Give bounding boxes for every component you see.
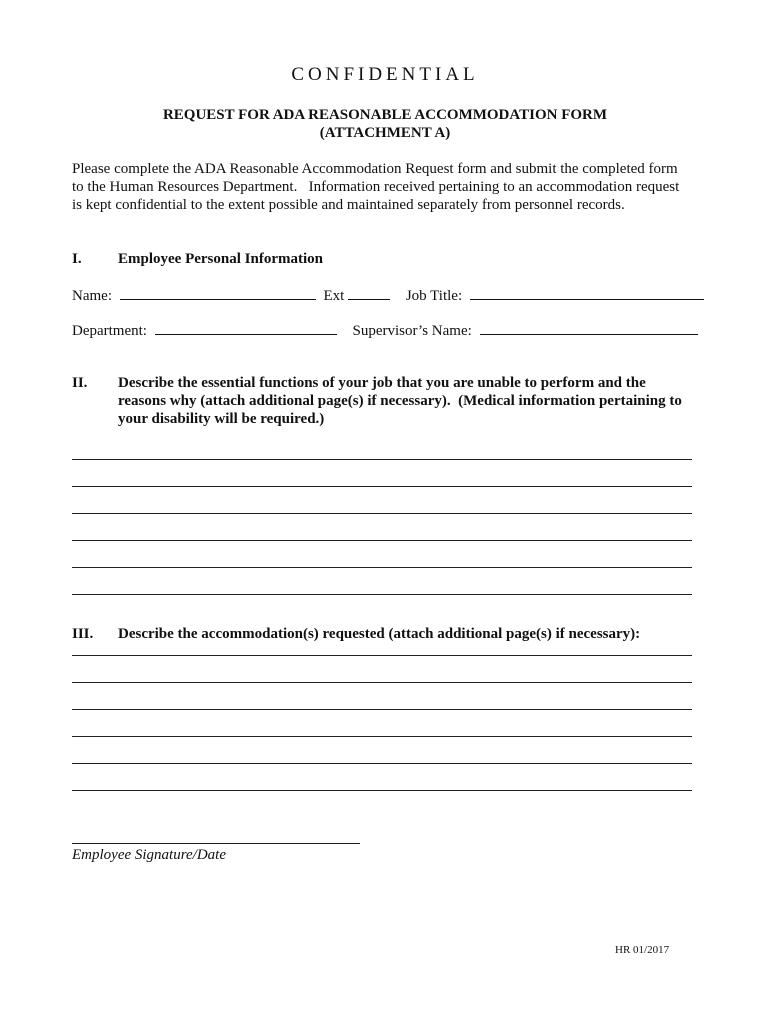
form-revision-code: HR 01/2017 [615,944,670,956]
section-3-title: Describe the accommodation(s) requested (attach additional page(s) if necessary): [118,626,641,642]
intro-line-1: Please complete the ADA Reasonable Accommodation Request form and submit the completed form [72,161,678,177]
name-label: Name: [72,288,112,304]
ext-label: Ext [323,288,345,304]
section-2-answer-line[interactable] [72,567,692,568]
section-2-answer-line[interactable] [72,486,692,487]
section-2-answer-line[interactable] [72,459,692,460]
section-2-answer-line[interactable] [72,540,692,541]
job-title-field[interactable] [470,285,704,300]
form-title-line-1: REQUEST FOR ADA REASONABLE ACCOMMODATION FORM [162,107,608,123]
section-3-answer-line[interactable] [72,763,692,764]
section-3-answer-line[interactable] [72,655,692,656]
department-label: Department: [72,323,147,339]
department-supervisor-row [72,320,698,340]
name-field[interactable] [120,285,316,300]
job-title-label: Job Title: [405,288,463,304]
department-field[interactable] [155,320,337,335]
section-2-title [118,374,702,428]
section-2-title-line-1: Describe the essential functions of your job that you are unable to perform and the [118,375,646,391]
section-1-title: Employee Personal Information [118,251,323,267]
supervisor-label: Supervisor’s Name: [352,323,472,339]
signature-label: Employee Signature/Date [72,847,226,863]
section-2-title-line-3: your disability will be required.) [118,411,325,427]
section-2-title-line-2: reasons why (attach additional page(s) if necessary). (Medical information pertaining to [118,393,682,409]
intro-paragraph [72,160,702,214]
form-title [0,106,770,142]
section-1-number: I. [72,251,82,267]
section-3-number: III. [72,626,94,642]
section-2-heading [72,374,702,434]
section-2-answer-line[interactable] [72,513,692,514]
confidential-heading: CONFIDENTIAL [291,64,479,85]
section-3-answer-line[interactable] [72,790,692,791]
intro-line-3: is kept confidential to the extent possible and maintained separately from personnel records. [72,197,625,213]
section-2-answer-line[interactable] [72,594,692,595]
section-2-number: II. [72,375,88,391]
ext-field[interactable] [348,285,390,300]
section-3-answer-line[interactable] [72,736,692,737]
intro-line-2: to the Human Resources Department. Information received pertaining to an accommodation request [72,179,680,195]
form-title-line-2: (ATTACHMENT A) [319,125,451,141]
supervisor-field[interactable] [480,320,698,335]
name-ext-job-row [72,285,704,305]
section-3-answer-line[interactable] [72,709,692,710]
signature-line[interactable] [72,843,360,844]
section-3-answer-line[interactable] [72,682,692,683]
